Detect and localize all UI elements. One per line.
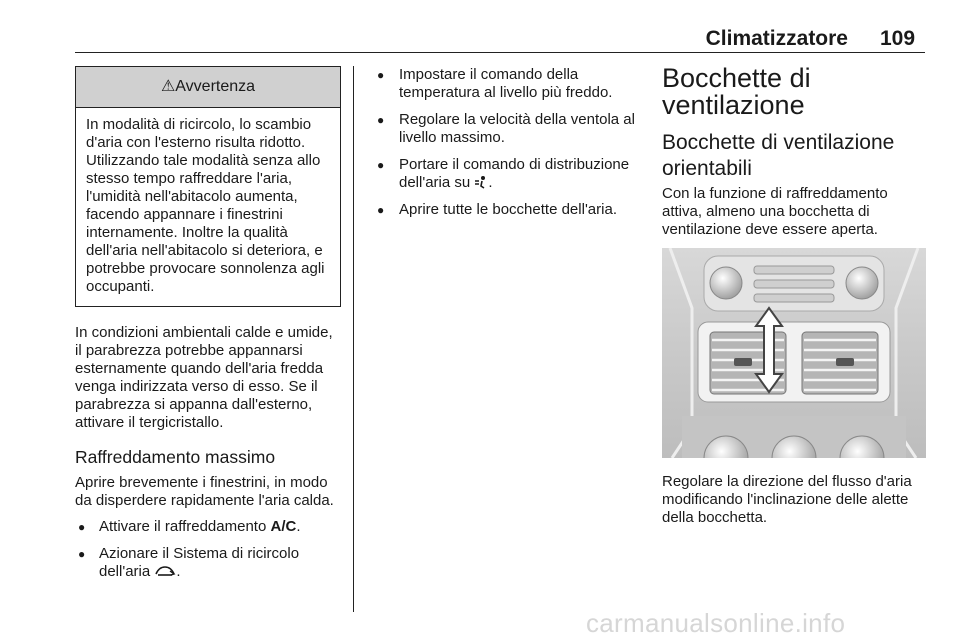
vents-intro-paragraph: Con la funzione di raffreddamento attiva, almeno una bocchetta di ventilazione deve essere aperta. <box>662 185 888 238</box>
list-item: ● Regolare la velocità della ventola al livello massimo. <box>369 111 635 147</box>
list-item-text: Azionare il Sistema di ricircolo dell'aria <box>99 545 300 580</box>
air-distribution-icon <box>474 175 488 189</box>
warning-header <box>76 67 340 108</box>
humid-conditions-paragraph: In condizioni ambientali calde e umide, il parabrezza potrebbe appannarsi esternamente quando dell'aria fredda venga indirizzata verso di esso. Se il parabrezza si appanna dall'esterno, attivare il tergicristallo. <box>75 324 333 431</box>
warning-box <box>75 66 341 307</box>
air-recirculation-icon <box>154 565 176 577</box>
header-rule <box>75 52 925 53</box>
figure-caption: Regolare la direzione del flusso d'aria modificando l'inclinazione delle alette della bocchetta. <box>662 473 912 526</box>
column-middle <box>369 66 635 228</box>
column-left <box>75 66 341 590</box>
warning-triangle-icon: ⚠ <box>160 78 176 95</box>
warning-title: Avvertenza <box>175 78 256 95</box>
list-item-end: . <box>296 518 301 535</box>
list-item: ● Aprire tutte le bocchette dell'aria. <box>369 201 635 219</box>
max-cooling-list <box>75 518 341 581</box>
warning-body: In modalità di ricircolo, lo scambio d'aria con l'esterno risulta ridotto. Utilizzando tale modalità senza allo stesso tempo raffreddare l'aria, l'umidità nell'abitacolo aumenta, facendo appannare i finestrini internamente. Inoltre la qualità dell'aria nell'abitacolo si deteriora, e potrebbe provocare sonnolenza agli occupanti. <box>86 116 325 295</box>
list-item <box>369 156 635 192</box>
column-right <box>662 63 926 239</box>
list-item-end: . <box>488 174 493 191</box>
list-item-text: Attivare il raffreddamento <box>99 518 271 535</box>
list-item <box>75 518 341 536</box>
cooling-steps-list <box>369 66 635 219</box>
watermark: carmanualsonline.info <box>586 608 846 638</box>
column-divider <box>353 66 354 612</box>
page-number: 109 <box>880 27 916 50</box>
adjustable-vents-heading: Bocchette di ventilazione orientabili <box>662 131 895 180</box>
list-item <box>75 545 341 581</box>
list-item-end: . <box>176 563 181 580</box>
header-section-title: Climatizzatore <box>705 27 848 50</box>
max-cooling-paragraph: Aprire brevemente i finestrini, in modo da disperdere rapidamente l'aria calda. <box>75 474 334 509</box>
vents-heading: Bocchette di ventilazione <box>662 63 811 120</box>
air-vent-illustration <box>662 248 926 458</box>
max-cooling-heading: Raffreddamento massimo <box>75 447 276 467</box>
ac-key-label: A/C <box>270 518 297 535</box>
list-item-text: Portare il comando di distribuzione dell'aria su <box>399 156 630 191</box>
list-item: ● Impostare il comando della temperatura al livello più freddo. <box>369 66 635 102</box>
